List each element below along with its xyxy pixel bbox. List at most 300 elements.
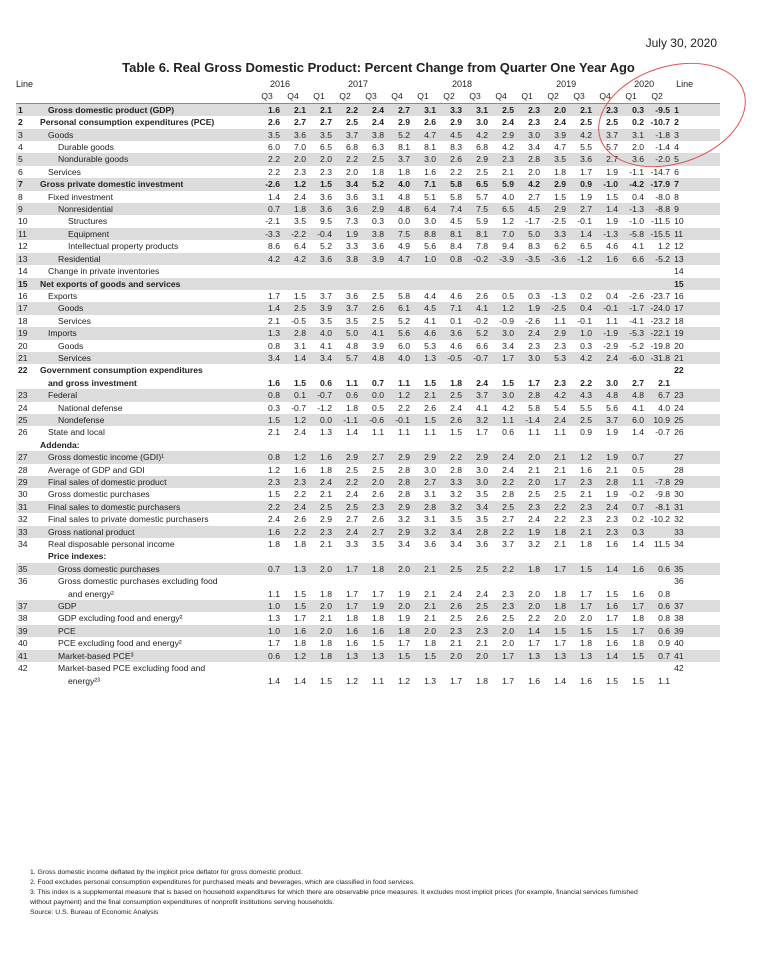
value-cell: 0.7	[372, 377, 384, 388]
value-cell: 0.6	[644, 625, 670, 637]
value-cell: 1.6	[618, 563, 644, 575]
value-cell: 2.5	[462, 600, 488, 612]
value-cell: 2.2	[436, 451, 462, 463]
value-cell: 0.1	[450, 315, 463, 326]
value-cell: 6.8	[476, 142, 489, 153]
value-cell	[540, 550, 566, 562]
value-cell	[644, 439, 670, 451]
value-cell: 6.5	[320, 142, 332, 153]
value-cell: 5.2	[384, 129, 410, 141]
value-cell: 7.5	[462, 203, 488, 215]
value-cell: 2.7	[528, 191, 541, 202]
value-cell: 8.1	[424, 142, 437, 153]
value-cell	[384, 265, 410, 277]
value-cell: 1.9	[358, 600, 384, 612]
value-cell: 4.6	[450, 290, 463, 301]
value-cell	[462, 278, 488, 290]
value-cell	[566, 278, 592, 290]
value-cell: 4.5	[436, 129, 462, 141]
value-cell: 8.8	[410, 228, 436, 240]
value-cell: 2.1	[580, 489, 593, 500]
line-number-right: 39	[670, 625, 720, 637]
value-cell	[540, 439, 566, 451]
value-cell: 5.2	[358, 178, 384, 190]
value-cell: 2.3	[502, 588, 515, 599]
value-cell: -2.2	[280, 228, 306, 240]
value-cell: 1.4	[592, 563, 618, 575]
value-cell: 1.5	[294, 377, 306, 388]
value-cell: 4.2	[566, 352, 592, 364]
value-cell: 4.6	[606, 241, 619, 252]
value-cell: 1.8	[554, 166, 567, 177]
value-cell: 4.1	[358, 327, 384, 339]
value-cell: 5.8	[436, 178, 462, 190]
value-cell: 6.8	[346, 142, 358, 153]
footnotes	[30, 868, 730, 918]
value-cell: 1.5	[424, 377, 437, 388]
value-cell: -3.5	[514, 253, 540, 265]
value-cell: 2.3	[554, 340, 567, 351]
table-row	[16, 103, 720, 116]
row-label: Goods	[36, 302, 254, 314]
value-cell: 2.3	[514, 103, 540, 116]
table-row	[16, 228, 720, 240]
value-cell: -23.7	[650, 290, 671, 301]
value-cell: 6.0	[398, 340, 411, 351]
value-cell: 7.0	[488, 228, 514, 240]
value-cell: 1.2	[280, 650, 306, 662]
value-cell: 5.8	[398, 290, 411, 301]
value-cell	[436, 575, 462, 587]
quarter-header: Q3	[462, 90, 488, 103]
value-cell: 2.7	[346, 514, 358, 525]
value-cell	[566, 439, 592, 451]
footnote: 1. Gross domestic income deflated by the implicit price deflator for gross domestic product.	[30, 869, 303, 876]
row-label: Equipment	[36, 228, 254, 240]
value-cell: -1.0	[592, 178, 618, 190]
value-cell	[332, 364, 358, 376]
value-cell: 3.6	[424, 539, 437, 550]
value-cell: 0.8	[268, 340, 280, 351]
value-cell	[332, 278, 358, 290]
value-cell: 2.5	[566, 414, 592, 426]
value-cell: -22.1	[644, 327, 670, 339]
line-number-right: 29	[670, 476, 720, 488]
quarter-header: Q4	[384, 90, 410, 103]
value-cell: 3.0	[476, 464, 489, 475]
value-cell: 3.0	[488, 327, 514, 339]
value-cell: 4.1	[632, 402, 645, 413]
value-cell: 2.2	[528, 613, 541, 624]
value-cell: 5.0	[514, 228, 540, 240]
value-cell: -2.1	[265, 216, 280, 227]
value-cell: 1.3	[320, 427, 332, 438]
value-cell: 1.8	[632, 638, 645, 649]
line-number: 42	[18, 663, 28, 674]
value-cell: -2.0	[644, 153, 670, 165]
value-cell: 6.7	[644, 389, 670, 401]
value-cell: 3.6	[372, 241, 384, 252]
value-cell	[410, 550, 436, 562]
value-cell: 7.1	[410, 178, 436, 190]
row-label: Gross domestic income (GDI)¹	[36, 451, 254, 463]
line-number-right: 20	[674, 340, 684, 351]
row-label: PCE excluding food and energy²	[58, 638, 182, 649]
value-cell: 0.3	[372, 216, 384, 227]
value-cell: 4.2	[254, 253, 280, 265]
value-cell: 7.8	[476, 241, 489, 252]
value-cell: 3.0	[410, 153, 436, 165]
value-cell	[384, 439, 410, 451]
value-cell	[644, 464, 670, 476]
value-cell: 1.5	[606, 588, 619, 599]
value-cell: 1.5	[280, 600, 306, 612]
value-cell: 3.9	[358, 253, 384, 265]
value-cell: 2.0	[346, 166, 358, 177]
value-cell: 1.4	[254, 302, 280, 314]
value-cell: 0.7	[254, 203, 280, 215]
value-cell: 2.4	[358, 103, 384, 116]
line-number: 41	[16, 650, 36, 662]
value-cell: -8.8	[644, 203, 670, 215]
value-cell: 0.4	[632, 191, 645, 202]
value-cell: 4.5	[450, 216, 463, 227]
value-cell: 3.6	[346, 191, 358, 202]
table-row	[16, 439, 720, 451]
value-cell: 5.7	[606, 142, 619, 153]
value-cell: 3.2	[462, 414, 488, 426]
line-number-right: 35	[670, 563, 720, 575]
value-cell: 2.0	[580, 613, 593, 624]
value-cell: 2.0	[528, 166, 541, 177]
value-cell: 2.9	[540, 327, 566, 339]
line-number	[16, 439, 36, 451]
quarter-header: Q4	[488, 90, 514, 103]
value-cell: 2.4	[450, 588, 463, 599]
value-cell: 2.8	[398, 464, 411, 475]
value-cell: 1.1	[372, 675, 384, 686]
line-number-right: 3	[670, 129, 720, 141]
table-row	[16, 538, 720, 550]
row-label: Fixed investment	[48, 191, 113, 202]
table-row	[16, 637, 720, 649]
value-cell: 2.1	[410, 389, 436, 401]
value-cell: 4.0	[502, 191, 515, 202]
value-cell: 1.6	[632, 588, 645, 599]
value-cell: 0.3	[268, 402, 280, 413]
value-cell: 1.1	[554, 427, 567, 438]
value-cell: -1.3	[551, 290, 567, 301]
value-cell: 2.7	[592, 153, 618, 165]
table-row	[16, 253, 720, 265]
value-cell: 1.4	[268, 191, 280, 202]
value-cell: 6.6	[618, 253, 644, 265]
value-cell: 1.7	[268, 290, 280, 301]
value-cell: 2.7	[566, 203, 592, 215]
value-cell	[566, 575, 592, 587]
value-cell: 1.4	[632, 427, 645, 438]
value-cell	[436, 662, 462, 674]
value-cell: 2.1	[410, 600, 436, 612]
value-cell: 2.4	[280, 501, 306, 513]
value-cell: 1.3	[514, 650, 540, 662]
value-cell: 2.1	[476, 638, 489, 649]
value-cell: 3.9	[306, 302, 332, 314]
value-cell: 4.8	[384, 203, 410, 215]
table-row	[16, 265, 720, 277]
footnote: without payment) and the final consumption expenditures of nonprofit institutions serving households.	[30, 899, 335, 906]
value-cell: 2.3	[528, 340, 541, 351]
value-cell: 2.1	[320, 613, 332, 624]
value-cell	[306, 550, 332, 562]
value-cell: 2.5	[554, 489, 567, 500]
value-cell: 3.5	[476, 514, 489, 525]
value-cell: 1.5	[618, 650, 644, 662]
value-cell: 1.7	[476, 427, 489, 438]
value-cell: 0.3	[618, 526, 644, 538]
line-number	[16, 550, 36, 562]
value-cell: 1.7	[268, 638, 280, 649]
value-cell	[540, 278, 566, 290]
value-cell: 1.7	[540, 563, 566, 575]
value-cell: 3.0	[606, 377, 619, 388]
value-cell	[462, 265, 488, 277]
value-cell: 2.9	[462, 451, 488, 463]
line-number: 13	[16, 253, 36, 265]
value-cell: 4.2	[540, 389, 566, 401]
value-cell: 2.3	[514, 501, 540, 513]
value-cell: 3.6	[566, 153, 592, 165]
value-cell: 6.5	[488, 203, 514, 215]
line-number: 29	[16, 476, 36, 488]
value-cell: 2.5	[280, 302, 306, 314]
value-cell: 2.5	[372, 290, 384, 301]
value-cell: 1.7	[488, 352, 514, 364]
row-label: Gross domestic purchases	[36, 563, 254, 575]
value-cell: 1.4	[514, 625, 540, 637]
value-cell: 6.0	[268, 142, 280, 153]
value-cell	[514, 662, 540, 674]
value-cell	[306, 364, 332, 376]
value-cell: 2.3	[306, 526, 332, 538]
value-cell: 2.3	[280, 476, 306, 488]
value-cell: 1.8	[424, 638, 437, 649]
line-number: 7	[16, 178, 36, 190]
value-cell: 3.8	[332, 253, 358, 265]
table-row	[16, 526, 720, 538]
value-cell: 2.2	[398, 402, 411, 413]
line-number: 19	[16, 327, 36, 339]
value-cell: -19.8	[650, 340, 671, 351]
value-cell: 4.8	[592, 389, 618, 401]
line-number-right: 15	[670, 278, 720, 290]
value-cell: 3.8	[358, 228, 384, 240]
value-cell: 5.8	[528, 402, 541, 413]
value-cell: 2.9	[332, 451, 358, 463]
value-cell: 9.4	[502, 241, 515, 252]
line-number-right: 16	[674, 290, 684, 301]
quarter-header: Q3	[254, 90, 280, 103]
value-cell: 2.0	[502, 638, 515, 649]
value-cell: 1.6	[346, 638, 358, 649]
value-cell: 2.8	[280, 327, 306, 339]
value-cell	[566, 364, 592, 376]
value-cell: 2.3	[566, 501, 592, 513]
value-cell: 4.0	[384, 352, 410, 364]
table-body	[16, 103, 720, 687]
value-cell: 2.2	[554, 514, 567, 525]
value-cell: 3.4	[436, 526, 462, 538]
value-cell: -1.2	[566, 253, 592, 265]
value-cell	[540, 265, 566, 277]
value-cell	[514, 439, 540, 451]
value-cell	[332, 550, 358, 562]
table-row	[16, 203, 720, 215]
row-label: Market-based PCE excluding food and	[58, 663, 206, 674]
line-number-right: 6	[674, 166, 679, 177]
value-cell: 3.1	[424, 489, 437, 500]
value-cell	[280, 662, 306, 674]
value-cell: 7.5	[384, 228, 410, 240]
value-cell: 3.4	[306, 352, 332, 364]
value-cell	[592, 662, 618, 674]
value-cell: 2.5	[606, 117, 619, 128]
row-label: energy²³	[68, 675, 100, 686]
value-cell: 2.1	[306, 103, 332, 116]
value-cell: 2.0	[528, 588, 541, 599]
value-cell: -1.0	[629, 216, 645, 227]
value-cell: 3.9	[540, 129, 566, 141]
value-cell: 2.3	[436, 625, 462, 637]
value-cell: 1.4	[592, 650, 618, 662]
value-cell: 6.3	[372, 142, 384, 153]
table-row	[16, 215, 720, 227]
value-cell	[618, 550, 644, 562]
value-cell: 2.3	[462, 625, 488, 637]
value-cell: 3.4	[502, 340, 515, 351]
value-cell	[644, 575, 670, 587]
line-number-right: 26	[674, 427, 684, 438]
value-cell: 1.5	[268, 489, 280, 500]
value-cell: 4.2	[462, 129, 488, 141]
value-cell	[410, 364, 436, 376]
line-number: 16	[18, 290, 28, 301]
value-cell: 2.0	[554, 613, 567, 624]
value-cell: -4.1	[629, 315, 645, 326]
table-row	[16, 563, 720, 575]
value-cell: 1.6	[424, 166, 437, 177]
row-label: Services	[36, 352, 254, 364]
line-number-right: 31	[670, 501, 720, 513]
value-cell	[488, 550, 514, 562]
row-label: Nonresidential	[36, 203, 254, 215]
value-cell: 2.4	[450, 402, 463, 413]
value-cell: 2.2	[332, 153, 358, 165]
value-cell: 1.3	[358, 650, 384, 662]
value-cell: 0.8	[254, 451, 280, 463]
value-cell	[280, 575, 306, 587]
value-cell: 3.0	[462, 476, 488, 488]
value-cell: 2.0	[540, 103, 566, 116]
value-cell: 6.2	[554, 241, 567, 252]
value-cell	[488, 439, 514, 451]
value-cell: 1.7	[488, 650, 514, 662]
value-cell	[514, 575, 540, 587]
value-cell: 4.6	[450, 340, 463, 351]
value-cell: 4.7	[384, 253, 410, 265]
year-header-row	[16, 78, 720, 90]
value-cell: 2.7	[320, 117, 332, 128]
value-cell: 1.6	[280, 625, 306, 637]
value-cell: 1.2	[384, 389, 410, 401]
value-cell: 2.0	[384, 600, 410, 612]
value-cell: 3.0	[514, 352, 540, 364]
table-row	[16, 625, 720, 637]
value-cell: -24.0	[644, 302, 670, 314]
row-label: Market-based PCE³	[36, 650, 254, 662]
value-cell: 1.6	[254, 103, 280, 116]
value-cell: 2.3	[528, 117, 541, 128]
value-cell: 0.6	[254, 650, 280, 662]
value-cell	[436, 265, 462, 277]
value-cell	[618, 439, 644, 451]
value-cell: 2.1	[658, 377, 671, 388]
value-cell	[514, 278, 540, 290]
line-number-right: 14	[674, 266, 684, 277]
value-cell: 2.5	[358, 153, 384, 165]
value-cell: 10.9	[644, 414, 670, 426]
value-cell: 7.1	[436, 302, 462, 314]
value-cell: 1.8	[398, 166, 411, 177]
value-cell: 1.1	[606, 315, 619, 326]
line-number: 31	[16, 501, 36, 513]
value-cell: 2.3	[294, 166, 306, 177]
value-cell: 3.3	[436, 103, 462, 116]
value-cell: 2.5	[488, 103, 514, 116]
value-cell: 3.5	[450, 514, 463, 525]
table-row	[16, 662, 720, 674]
value-cell: 1.9	[606, 216, 619, 227]
line-number: 30	[18, 489, 28, 500]
value-cell: 2.9	[384, 501, 410, 513]
value-cell: 1.5	[410, 414, 436, 426]
value-cell: -8.1	[644, 501, 670, 513]
value-cell: 2.6	[372, 514, 384, 525]
value-cell: 11.5	[654, 539, 671, 550]
value-cell: 1.2	[566, 451, 592, 463]
value-cell: 3.7	[462, 389, 488, 401]
value-cell: 2.1	[320, 489, 332, 500]
value-cell: 3.6	[306, 253, 332, 265]
value-cell: -0.5	[436, 352, 462, 364]
line-number-right: 24	[674, 402, 684, 413]
line-number: 36	[18, 576, 28, 587]
value-cell: -3.9	[488, 253, 514, 265]
value-cell: 2.1	[502, 166, 515, 177]
value-cell: 2.2	[488, 476, 514, 488]
value-cell	[488, 575, 514, 587]
line-number: 10	[18, 216, 28, 227]
value-cell: 2.4	[554, 117, 567, 128]
value-cell: 1.0	[254, 600, 280, 612]
value-cell: 1.5	[606, 191, 619, 202]
value-cell: 4.7	[554, 142, 567, 153]
value-cell: 2.0	[632, 142, 645, 153]
value-cell: 2.1	[606, 464, 619, 475]
value-cell: 1.5	[566, 625, 592, 637]
value-cell: 2.4	[592, 352, 618, 364]
value-cell: 2.9	[398, 117, 411, 128]
